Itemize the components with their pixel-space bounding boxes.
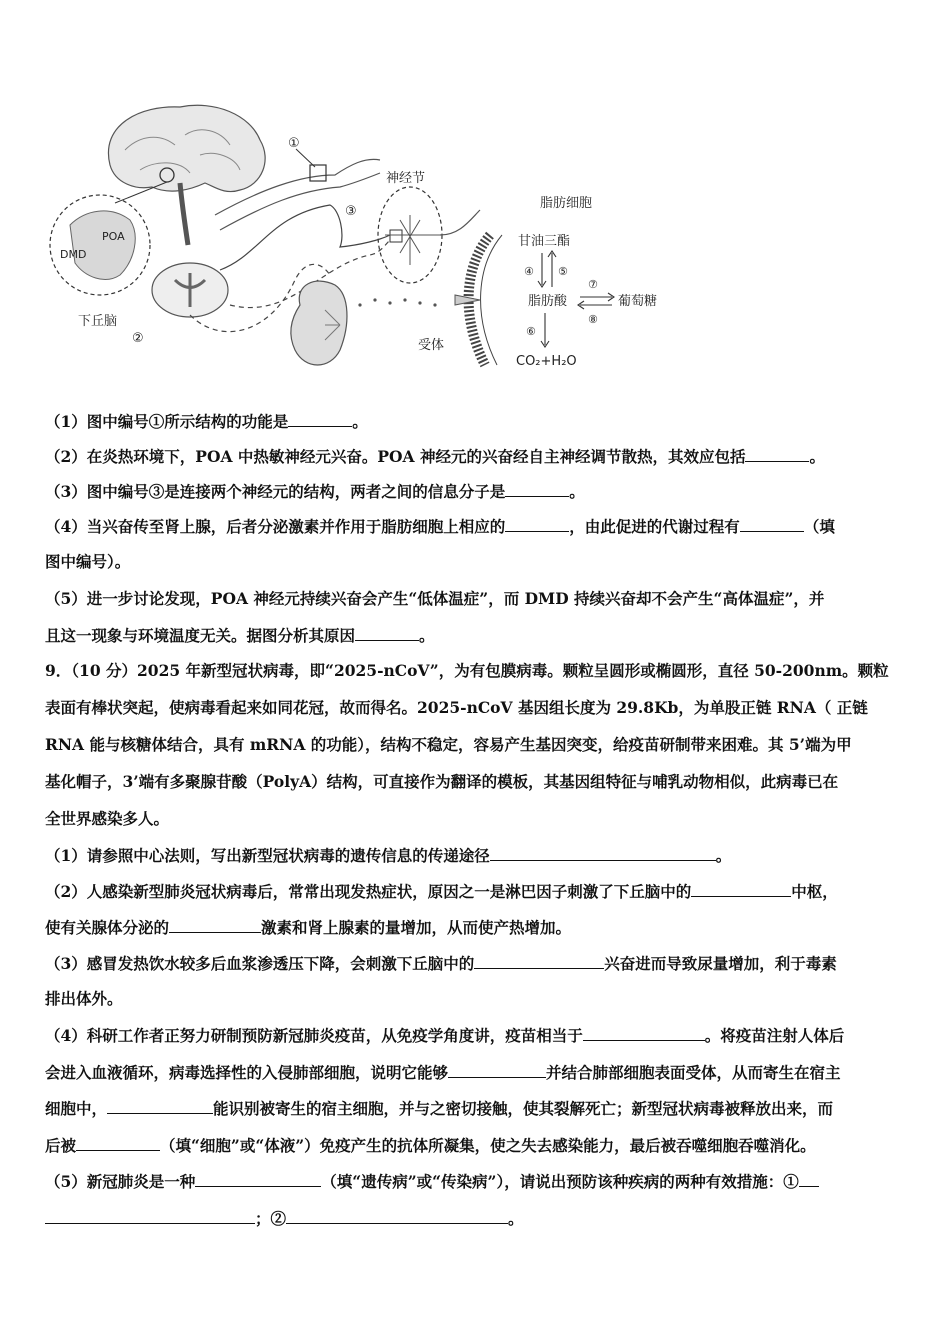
brain-drawing [108,105,265,191]
answer-blank[interactable] [45,1207,255,1224]
answer-blank[interactable] [76,1134,160,1151]
answer-blank[interactable] [474,952,604,969]
q9-stem-line-2: 表面有棒状突起，使病毒看起来如同花冠，故而得名。2025-nCoV 基因组长度为 29.8Kb，为单股正链 RNA（ 正链 [45,698,868,717]
q9-item-4: （4）科研工作者正努力研制预防新冠肺炎疫苗，从免疫学角度讲，疫苗相当于 。将疫苗注射人体后 [45,1026,845,1045]
answer-blank[interactable] [448,1061,546,1078]
answer-blank[interactable] [288,410,352,427]
fatty-acid-label: 脂肪酸 [528,294,568,309]
num-7-label: ⑦ [588,278,598,291]
q8-item-4-cont: 图中编号）。 [45,552,131,571]
answer-blank[interactable] [745,445,809,462]
poa-label: POA [102,230,125,243]
q8-item-1: （1）图中编号①所示结构的功能是 。 [45,412,368,431]
answer-blank[interactable] [355,624,419,641]
answer-blank[interactable] [691,880,791,897]
answer-blank[interactable] [505,515,569,532]
q9-stem-line-5: 全世界感染多人。 [45,809,170,828]
answer-blank[interactable] [490,844,716,861]
q9-stem-line-4: 基化帽子，3’端有多聚腺苷酸（PolyA）结构，可直接作为翻译的模板，其基因组特征与哺乳动物相似，此病毒已在 [45,772,839,791]
answer-blank[interactable] [799,1170,819,1187]
q9-item-5-cont: ；② 。 [45,1207,905,1230]
q9-item-4-cont-2: 细胞中， 能识别被寄生的宿主细胞，并与之密切接触，使其裂解死亡；新型冠状病毒被释放出来，而 [45,1099,834,1118]
q8-item-5: （5）进一步讨论发现，POA 神经元持续兴奋会产生“低体温症”，而 DMD 持续兴奋却不会产生“高体温症”，并 [45,589,825,608]
q9-item-3: （3）感冒发热饮水较多后血浆渗透压下降，会刺激下丘脑中的 兴奋进而导致尿量增加，利于毒素 [45,954,837,973]
num-4-label: ④ [524,265,534,278]
num-3-label: ③ [345,204,357,219]
q8-item-4: （4）当兴奋传至肾上腺，后者分泌激素并作用于脂肪细胞上相应的 ，由此促进的代谢过程有 （填 [45,517,835,536]
num-8-label: ⑧ [588,313,598,326]
answer-blank[interactable] [505,480,569,497]
num-2-label: ② [132,331,144,346]
answer-blank[interactable] [740,515,804,532]
receptor-label: 受体 [418,338,445,353]
q9-item-3-cont: 排出体外。 [45,989,123,1008]
q8-item-2: （2）在炎热环境下，POA 中热敏神经元兴奋。POA 神经元的兴奋经自主神经调节散热，其效应包括 。 [45,447,825,466]
q9-item-4-cont-3: 后被 （填“细胞”或“体液”）免疫产生的抗体所凝集，使之失去感染能力，最后被吞噬细胞吞噬消化。 [45,1136,816,1155]
glucose-label: 葡萄糖 [618,294,658,309]
answer-blank[interactable] [169,916,261,933]
num-1-label: ① [288,136,300,151]
ganglion-label: 神经节 [386,171,426,186]
dmd-label: DMD [60,248,87,261]
q8-item-5-cont: 且这一现象与环境温度无关。据图分析其原因 。 [45,626,435,645]
q9-item-5: （5）新冠肺炎是一种 （填“遗传病”或“传染病”），请说出预防该种疾病的两种有效措施：① [45,1170,905,1193]
num-5-label: ⑤ [558,265,568,278]
triglyceride-label: 甘油三酯 [518,234,571,249]
num-6-label: ⑥ [526,325,536,338]
hypothalamus-label: 下丘脑 [78,314,118,329]
q9-stem-line-1: 9．（10 分）2025 年新型冠状病毒，即“2025-nCoV”，为有包膜病毒。颗粒呈圆形或椭圆形，直径 50-200nm。颗粒 [45,661,889,680]
answer-blank[interactable] [583,1024,705,1041]
thermoregulation-figure [40,95,680,390]
q8-item-3: （3）图中编号③是连接两个神经元的结构，两者之间的信息分子是 。 [45,482,585,501]
answer-blank[interactable] [195,1170,321,1187]
fat-cell-label: 脂肪细胞 [540,196,593,211]
answer-blank[interactable] [286,1207,508,1224]
q9-item-1: （1）请参照中心法则，写出新型冠状病毒的遗传信息的传递途径 。 [45,846,732,865]
q9-item-2-cont: 使有关腺体分泌的 激素和肾上腺素的量增加，从而使产热增加。 [45,918,572,937]
q9-stem-line-3: RNA 能与核糖体结合，具有 mRNA 的功能），结构不稳定，容易产生基因突变，给疫苗研制带来困难。其 5’端为甲 [45,735,852,754]
figure-svg [40,95,680,390]
co2-h2o-label: CO₂+H₂O [516,354,577,369]
q9-item-2: （2）人感染新型肺炎冠状病毒后，常常出现发热症状，原因之一是淋巴因子刺激了下丘脑中的 中枢， [45,882,838,901]
q9-item-4-cont-1: 会进入血液循环，病毒选择性的入侵肺部细胞，说明它能够 并结合肺部细胞表面受体，从而寄生在宿主 [45,1063,841,1082]
answer-blank[interactable] [107,1097,213,1114]
